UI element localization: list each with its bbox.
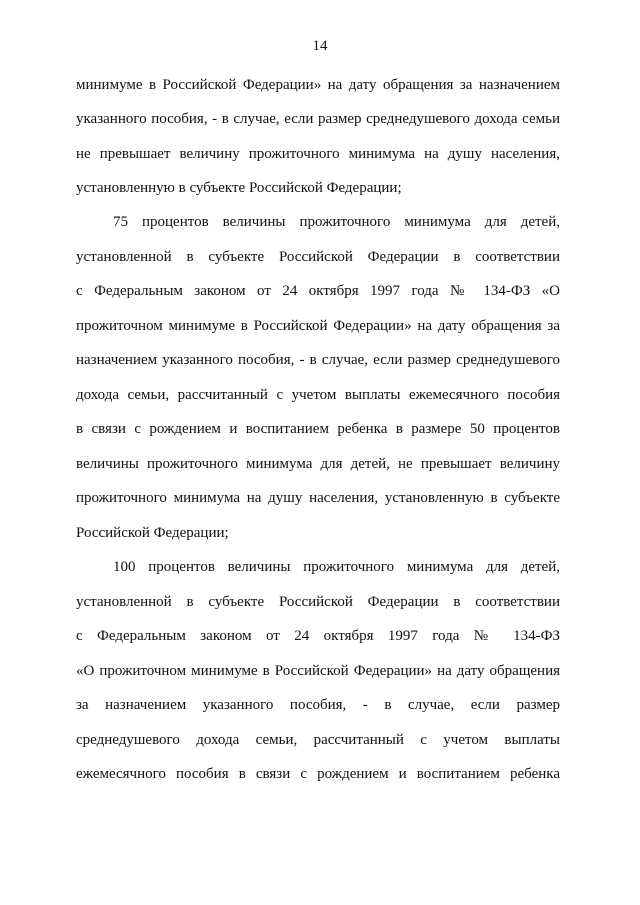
text-line: прожиточного минимума на душу населения, установленную в субъекте	[76, 490, 560, 506]
text-line: дохода семьи, рассчитанный с учетом выплаты ежемесячного пособия	[76, 387, 560, 403]
text-line: установленной в субъекте Российской Федерации в соответствии	[76, 249, 560, 265]
text-line: прожиточном минимуме в Российской Федерации» на дату обращения за	[76, 318, 560, 334]
page-number: 14	[312, 38, 328, 54]
text-line: назначением указанного пособия, - в случае, если размер среднедушевого	[76, 352, 560, 368]
text-line: величины прожиточного минимума для детей, не превышает величину	[76, 456, 560, 472]
text-line: установленную в субъекте Российской Федерации;	[76, 180, 402, 196]
text-line: минимуме в Российской Федерации» на дату обращения за назначением	[76, 77, 560, 93]
text-line: «О прожиточном минимуме в Российской Федерации» на дату обращения	[76, 663, 560, 679]
text-line: указанного пособия, - в случае, если размер среднедушевого дохода семьи	[76, 111, 560, 127]
text-line: ежемесячного пособия в связи с рождением и воспитанием ребенка	[76, 766, 560, 782]
text-line: в связи с рождением и воспитанием ребенка в размере 50 процентов	[76, 421, 560, 437]
text-line: с Федеральным законом от 24 октября 1997 года № 134-ФЗ	[76, 628, 560, 644]
text-line: установленной в субъекте Российской Федерации в соответствии	[76, 594, 560, 610]
text-line: 75 процентов величины прожиточного минимума для детей,	[113, 214, 560, 230]
text-line: не превышает величину прожиточного минимума на душу населения,	[76, 146, 560, 162]
text-line: Российской Федерации;	[76, 525, 229, 541]
text-line: среднедушевого дохода семьи, рассчитанный с учетом выплаты	[76, 732, 560, 748]
text-line: с Федеральным законом от 24 октября 1997 года № 134-ФЗ «О	[76, 283, 560, 299]
text-line: за назначением указанного пособия, - в случае, если размер	[76, 697, 560, 713]
text-line: 100 процентов величины прожиточного минимума для детей,	[113, 559, 560, 575]
